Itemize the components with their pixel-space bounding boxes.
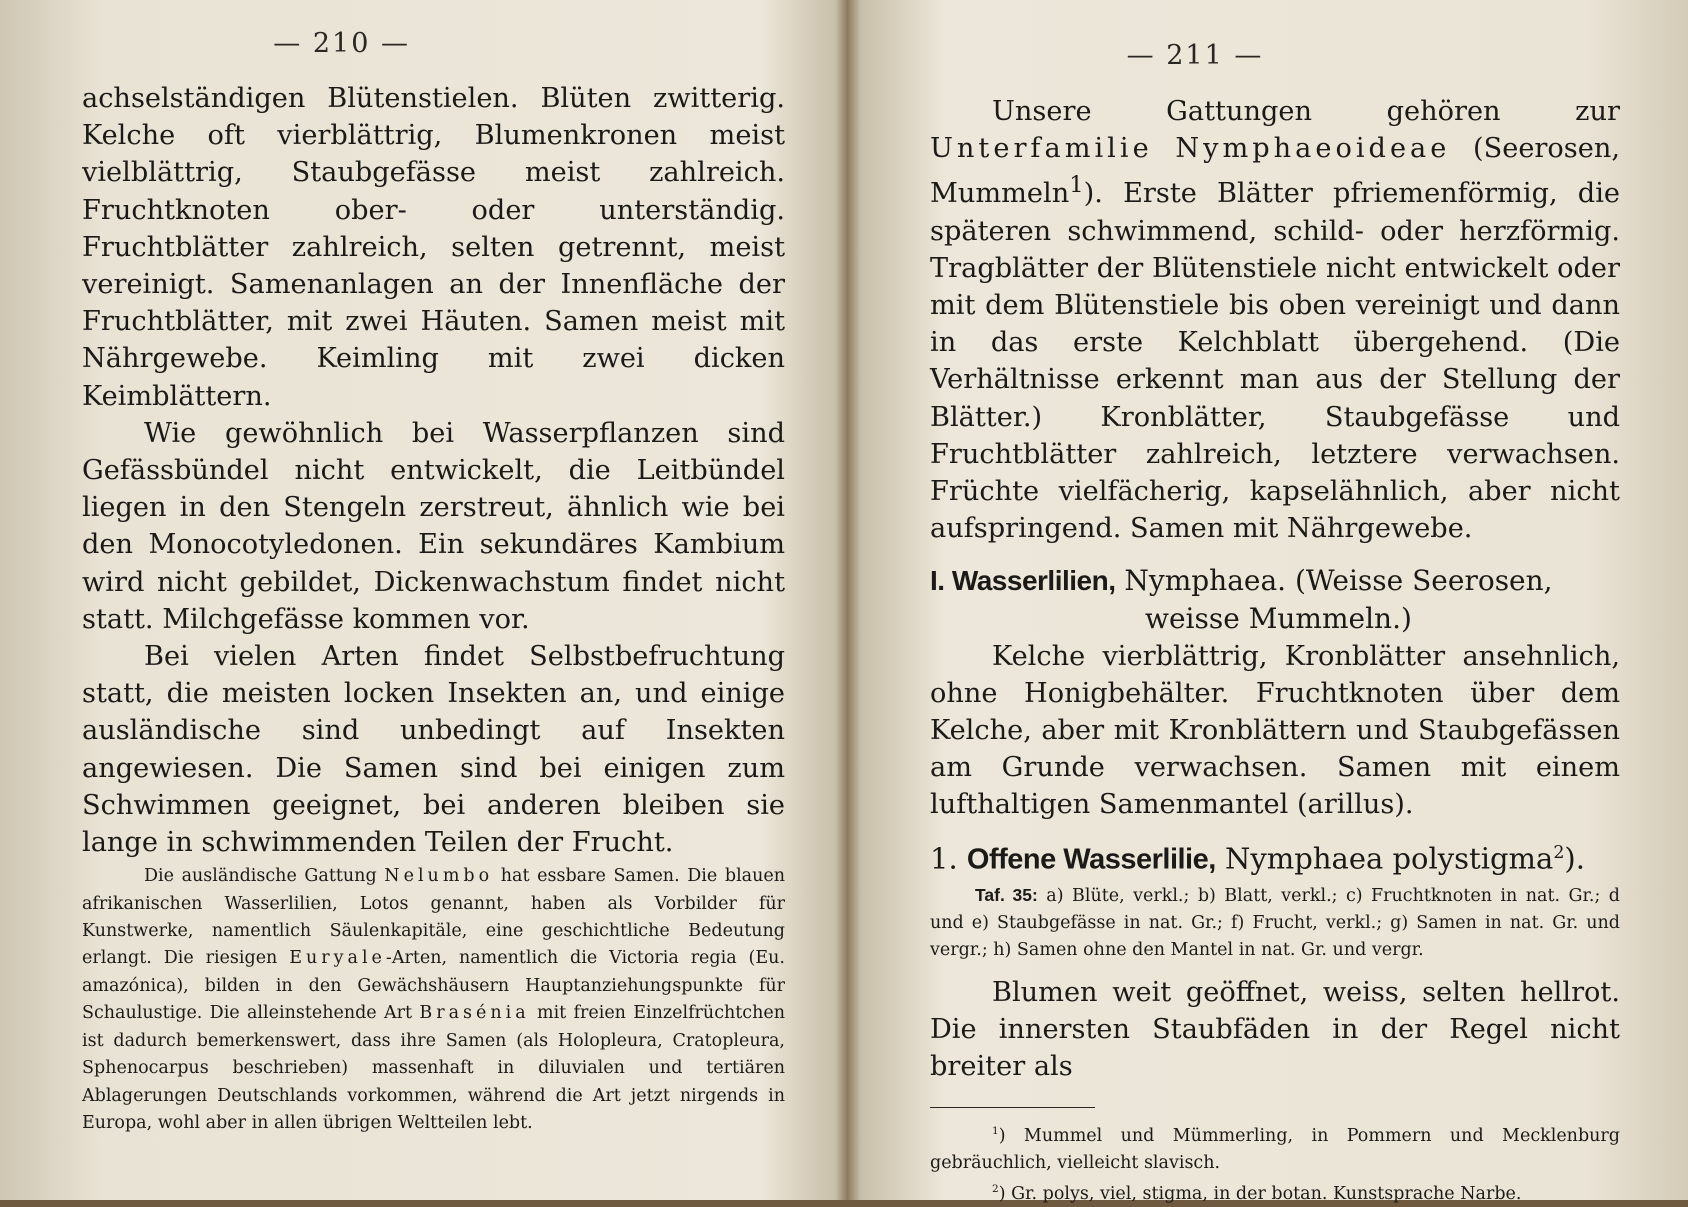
species-latin: Nymphaea polystigma bbox=[1215, 841, 1554, 876]
note-text: -Arten, namentlich die Victoria regia (Eu. amazónica), bilden in den Gewächshäusern Hauptanziehungspunkte für Schaulustige. Die alleinstehende Art bbox=[82, 948, 785, 1024]
small-print-note bbox=[82, 863, 785, 1137]
genus-heading bbox=[930, 562, 1620, 638]
footnote-text: ) Gr. polys, viel, stigma, in der botan. Kunstsprache Narbe. bbox=[998, 1183, 1522, 1204]
right-text-block bbox=[930, 93, 1620, 1207]
genus-description: Kelche vierblättrig, Kronblätter ansehnlich, ohne Honigbehälter. Fruchtknoten über dem Kelche, aber mit Kronblättern und Staubgefässen am Grunde verwachsen. Samen mit einem lufthaltigen Samenmantel (arillus). bbox=[930, 640, 1620, 821]
paragraph: achselständigen Blütenstielen. Blüten zwitterig. Kelche oft vierblättrig, Blumenkronen meist vielblättrig, Staubgefässe meist zahlreich. Fruchtknoten ober- oder unterständig. Fruchtblätter zahlreich, selten getrennt, meist vereinigt. Samenanlagen an der Innenfläche der Fruchtblätter, mit zwei Häuten. Samen meist mit Nährgewebe. Keimling mit zwei dicken Keimblättern. bbox=[82, 83, 785, 412]
footnote-rule bbox=[930, 1107, 1095, 1108]
footnote-mark: 2 bbox=[1553, 842, 1565, 863]
intro-text: ). Erste Blätter pfriemenförmig, die späteren schwimmend, schild- oder herzförmig. Tragblätter der Blütenstiele nicht entwickelt oder mit dem Blütenstiele bis oben vereinigt und dann in das erste Kelchblatt übergehend. (Die Verhältnisse erkennt man aus der Stellung der Blätter.) Kronblätter, Staubgefässe und Fruchtblätter zahlreich, letztere verwachsen. Früchte vielfächerig, kapselähnlich, aber nicht aufspringend. Samen mit Nährgewebe. bbox=[930, 178, 1620, 545]
paragraph: Bei vielen Arten findet Selbstbefruchtung statt, die meisten locken Insekten an, und einige ausländische sind unbedingt auf Insekten angewiesen. Die Samen sind bei einigen zum Schwimmen geeignet, bei anderen bleiben sie lange in schwimmenden Teilen der Frucht. bbox=[82, 641, 785, 859]
genus-name: Nelumbo bbox=[384, 866, 494, 887]
page-number: — 210 — bbox=[273, 28, 410, 59]
species-heading bbox=[930, 834, 1620, 879]
paragraph: Wie gewöhnlich bei Wasserpflanzen sind Gefässbündel nicht entwickelt, die Leitbündel liegen in den Stengeln zerstreut, ähnlich wie bei den Monocotyledonen. Ein sekundäres Kambium wird nicht gebildet, Dickenwachstum findet nicht statt. Milchgefässe kommen vor. bbox=[82, 417, 785, 635]
genus-heading-rest: Nymphaea. (Weisse Seerosen, bbox=[1115, 563, 1553, 597]
footnote-number: 2 bbox=[992, 1183, 999, 1195]
intro-paragraph bbox=[930, 93, 1620, 548]
footnote bbox=[930, 1176, 1620, 1207]
footnote-text: ) Mummel und Mümmerling, in Pommern und Mecklenburg gebräuchlich, vielleicht slavisch. bbox=[930, 1126, 1620, 1173]
footnote-number: 1 bbox=[992, 1125, 999, 1138]
note-text: mit freien Einzelfrüchtchen ist dadurch bemerkenswert, dass ihre Samen (als Holopleura, Cratopleura, Sphenocarpus beschrieben) massenhaft in diluvialen und tertiären Ablagerungen Deutschlands vorkommen, während die Art jetzt nirgends in Europa, wohl aber in allen übrigen Weltteilen lebt. bbox=[82, 1003, 785, 1133]
genus-heading-bold: I. Wasserlilien, bbox=[930, 564, 1116, 596]
species-description: Blumen weit geöffnet, weiss, selten hellrot. Die innersten Staubfäden in der Regel nicht breiter als bbox=[930, 976, 1620, 1082]
note-text: hat essbare Samen. Die blauen afrikanischen Wasserlilien, Lotos genannt, haben als Vorbilder für Kunstwerke, namentlich Säulenkapitäle, eine geschichtliche Bedeutung erlangt. Die riesigen bbox=[82, 866, 786, 969]
species-number: 1. bbox=[930, 841, 967, 876]
note-text: Die ausländische Gattung bbox=[144, 866, 385, 887]
subfamily-name: Nymphaeoideae bbox=[1175, 133, 1451, 165]
genus-name: Euryale bbox=[289, 948, 386, 969]
right-page bbox=[855, 0, 1688, 1204]
genus-name: Brasénia bbox=[419, 1003, 530, 1024]
plate-label: Taf. 35: bbox=[975, 885, 1038, 906]
spaced-term: Unterfamilie bbox=[930, 133, 1153, 165]
footnote-mark: 1 bbox=[1069, 172, 1084, 199]
species-name-bold: Offene Wasserlilie, bbox=[966, 843, 1216, 876]
left-page bbox=[0, 0, 830, 1200]
intro-text: (Seerosen, Mummeln bbox=[930, 133, 1620, 210]
genus-heading-cont: weisse Mummeln.) bbox=[1145, 601, 1412, 635]
plate-text: a) Blüte, verkl.; b) Blatt, verkl.; c) Fruchtknoten in nat. Gr.; d und e) Staubgefässe in nat. Gr.; f) Frucht, verkl.; g) Samen in nat. Gr. und vergr.; h) Samen ohne den Mantel in nat. Gr. und vergr. bbox=[930, 886, 1620, 960]
footnote bbox=[930, 1118, 1620, 1176]
plate-reference bbox=[930, 882, 1620, 963]
species-end: ). bbox=[1564, 841, 1585, 876]
intro-text: Unsere Gattungen gehören zur bbox=[992, 96, 1620, 127]
left-text-block bbox=[82, 80, 785, 1137]
page-number: — 211 — bbox=[1126, 40, 1264, 71]
